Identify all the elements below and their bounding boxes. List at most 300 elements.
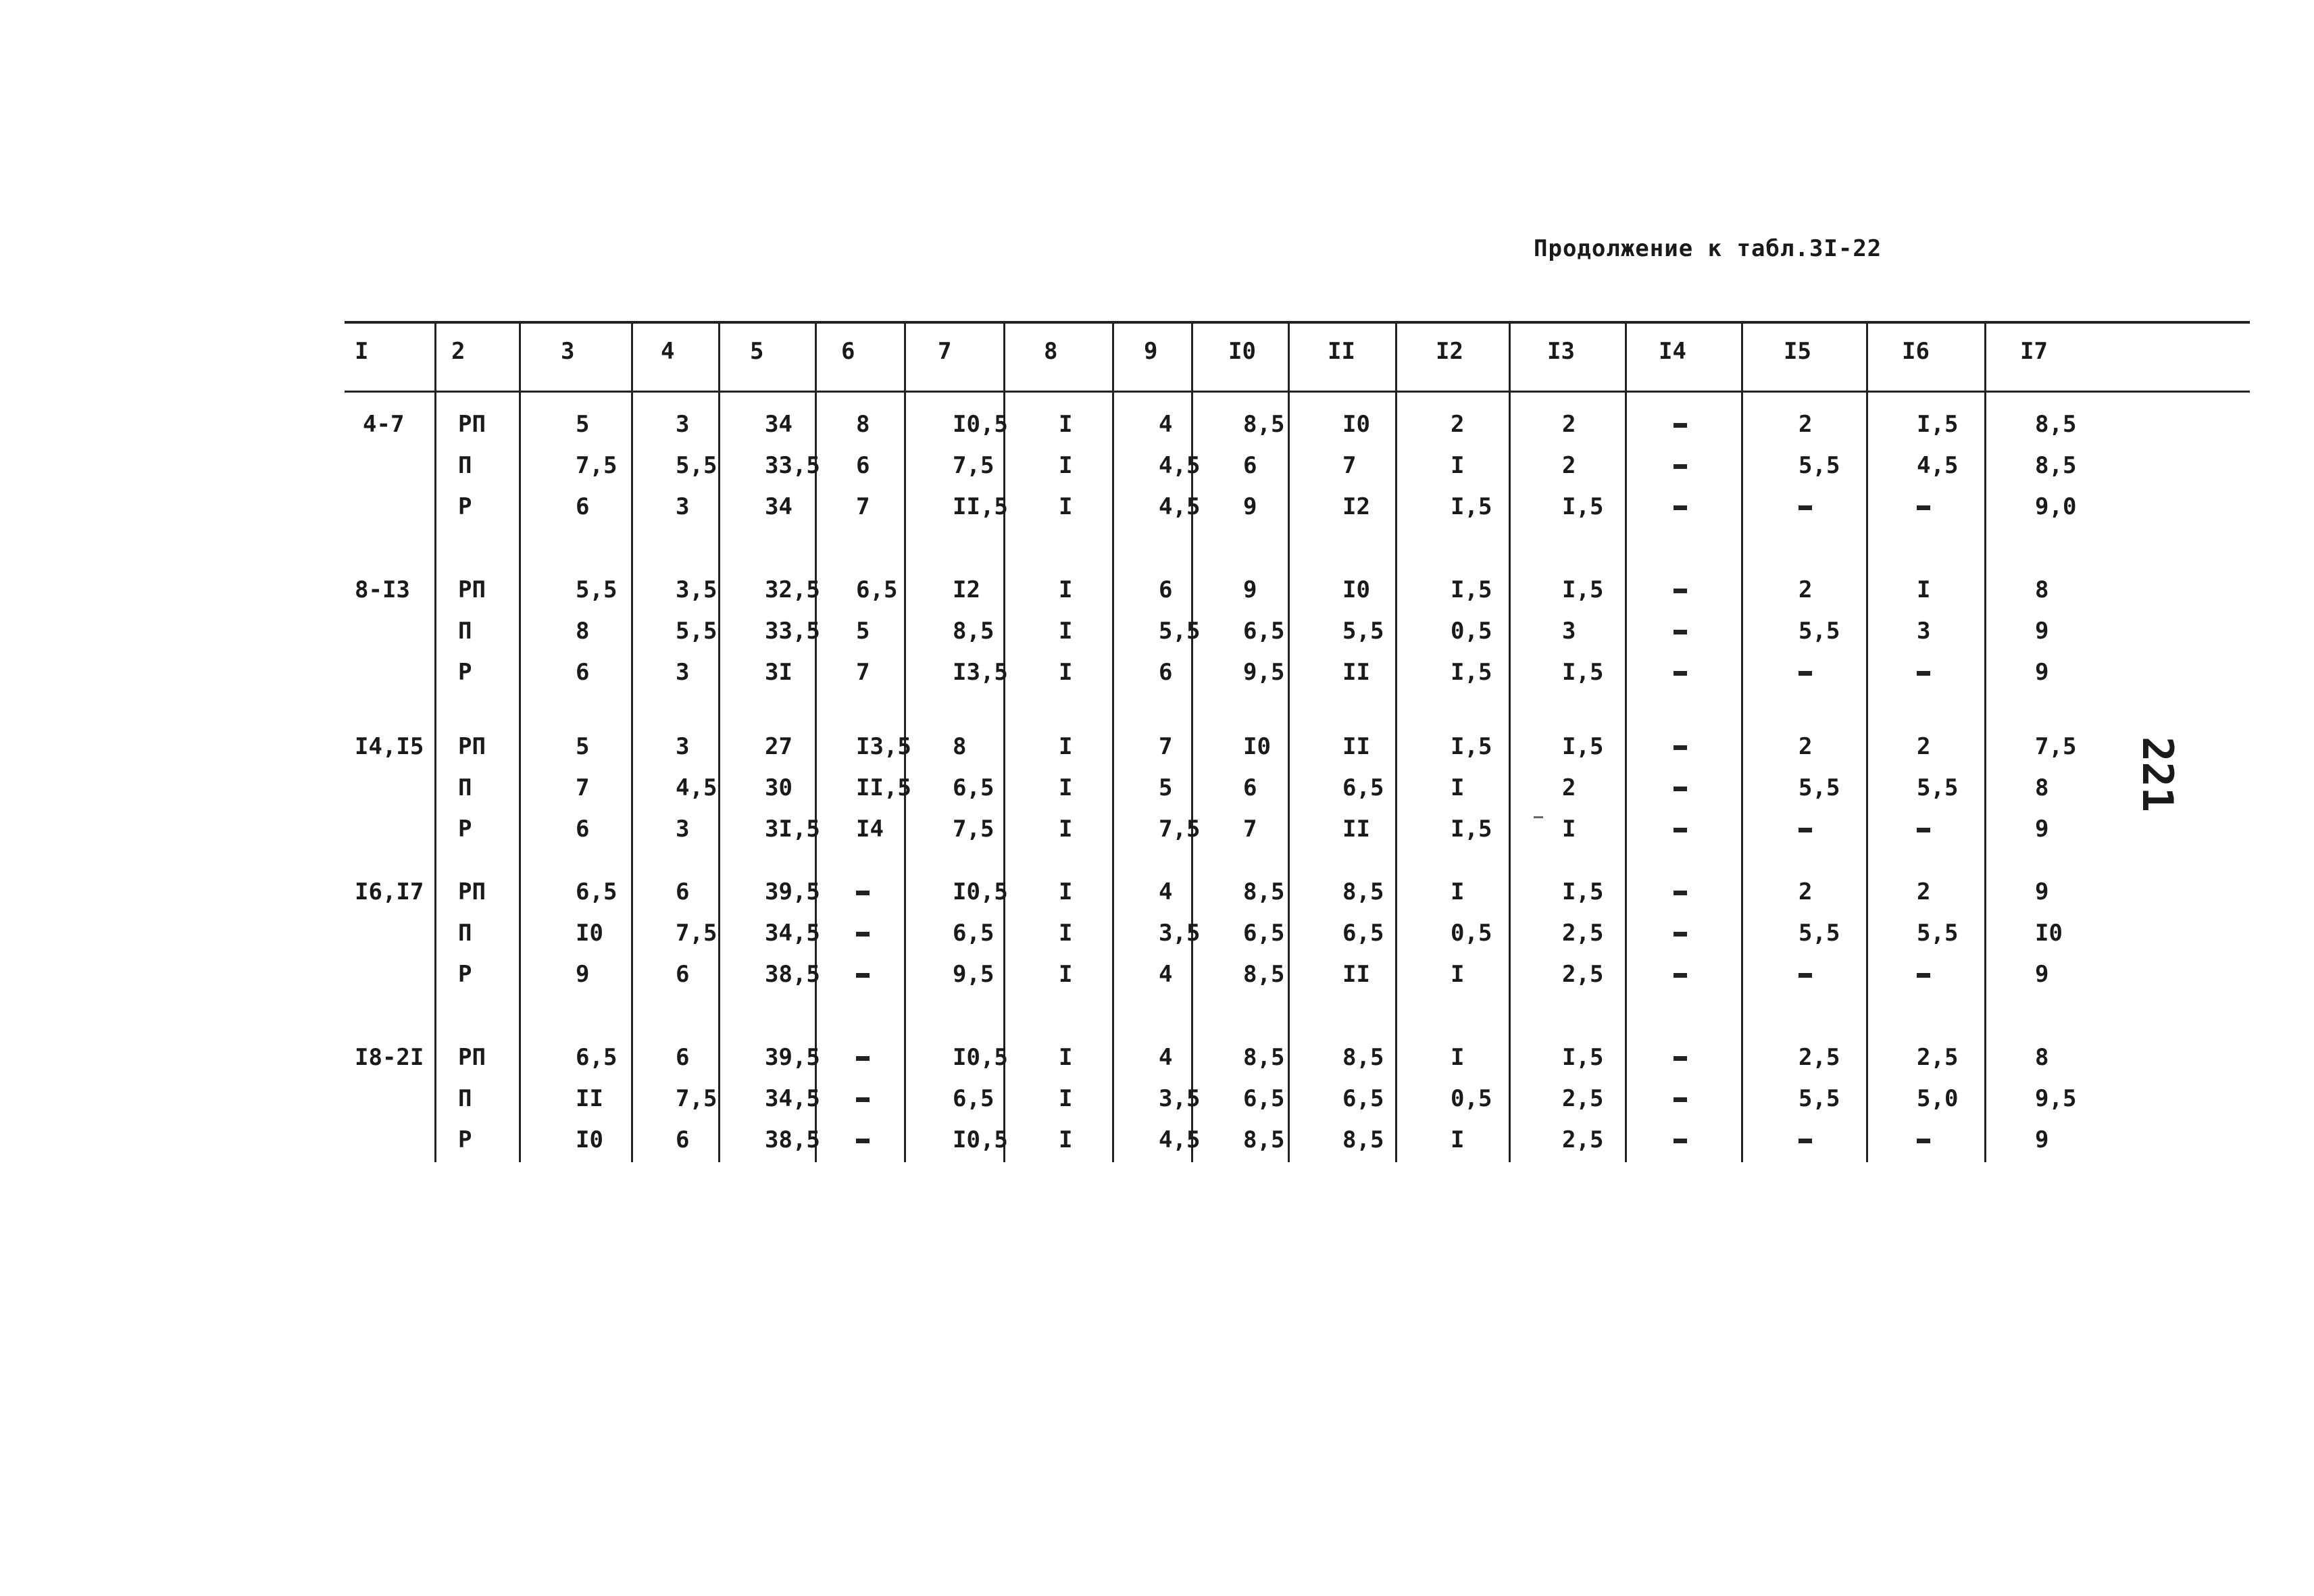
table-cell: 5 <box>576 733 590 760</box>
table-cell: 6 <box>1159 659 1173 686</box>
column-header: 2 <box>451 338 466 365</box>
table-cell: II <box>1342 961 1370 988</box>
table-cell: 6 <box>676 878 690 905</box>
row-type: П <box>458 920 472 947</box>
table-cell: 3,5 <box>676 576 718 603</box>
table-cell <box>856 1085 870 1112</box>
table-cell: I3,5 <box>856 733 911 760</box>
table-cell: 8 <box>2035 576 2049 603</box>
table-cell: 7 <box>1243 816 1257 843</box>
table-cell: 8,5 <box>1342 878 1384 905</box>
column-divider <box>1003 323 1005 1162</box>
table-cell <box>1799 493 1812 520</box>
table-cell: 4,5 <box>676 774 718 801</box>
column-divider <box>1191 323 1193 1162</box>
table-cell: I0,5 <box>953 1126 1008 1153</box>
dash-mark <box>1674 932 1687 937</box>
table-cell: 7,5 <box>676 1085 718 1112</box>
table-cell <box>1674 618 1687 645</box>
table-cell: 9 <box>2035 618 2049 645</box>
table-cell: 33,5 <box>765 618 820 645</box>
table-cell <box>856 1044 870 1071</box>
table-cell: 2 <box>1799 411 1813 438</box>
column-header: I <box>355 338 369 365</box>
table-cell: II,5 <box>856 774 911 801</box>
table-cell: 4,5 <box>1159 1126 1201 1153</box>
table-cell: 6 <box>576 816 590 843</box>
table-cell <box>1674 452 1687 479</box>
table-cell <box>1674 733 1687 760</box>
group-label: I8-2I <box>355 1044 424 1071</box>
table-cell <box>1674 878 1687 905</box>
table-cell <box>1674 961 1687 988</box>
table-cell: 39,5 <box>765 878 820 905</box>
dash-mark <box>856 1097 870 1102</box>
dash-mark <box>856 973 870 978</box>
dash-mark <box>1799 505 1812 510</box>
table-cell: 38,5 <box>765 1126 820 1153</box>
table-cell: 8 <box>2035 1044 2049 1071</box>
table-cell: I,5 <box>1562 733 1604 760</box>
row-type: П <box>458 774 472 801</box>
dash-mark <box>1917 1139 1930 1143</box>
row-type: РП <box>458 1044 486 1071</box>
table-cell: 30 <box>765 774 793 801</box>
table-cell <box>856 920 870 947</box>
table-cell: 9,5 <box>2035 1085 2077 1112</box>
column-header: 5 <box>750 338 764 365</box>
table-cell: 2 <box>1562 411 1576 438</box>
table-cell: II <box>1342 816 1370 843</box>
column-divider <box>1741 323 1743 1162</box>
row-type: РП <box>458 878 486 905</box>
column-divider <box>1866 323 1868 1162</box>
column-divider <box>1112 323 1114 1162</box>
dash-mark <box>1674 423 1687 428</box>
table-cell: 8 <box>953 733 967 760</box>
table-cell: 7,5 <box>953 816 995 843</box>
column-header: I5 <box>1784 338 1811 365</box>
column-header: 9 <box>1144 338 1158 365</box>
table-cell <box>1674 493 1687 520</box>
row-type: Р <box>458 816 472 843</box>
table-cell: I <box>1059 878 1073 905</box>
table-cell: 34,5 <box>765 920 820 947</box>
table-cell: 6 <box>576 659 590 686</box>
table-cell: 8,5 <box>1243 1126 1285 1153</box>
table-cell: I <box>1451 452 1465 479</box>
row-type: Р <box>458 493 472 520</box>
table-cell: I <box>1059 411 1073 438</box>
table-cell: 7,5 <box>1159 816 1201 843</box>
table-cell: 7,5 <box>676 920 718 947</box>
table-cell <box>1799 1126 1812 1153</box>
table-cell <box>1799 961 1812 988</box>
column-header: 6 <box>841 338 855 365</box>
group-label: I4,I5 <box>355 733 424 760</box>
dash-mark <box>1917 505 1930 510</box>
table-cell: 39,5 <box>765 1044 820 1071</box>
table-cell: 2,5 <box>1917 1044 1959 1071</box>
stray-mark <box>1534 816 1543 818</box>
table-cell <box>1674 411 1687 438</box>
table-cell: I0 <box>1243 733 1271 760</box>
table-cell: 6 <box>576 493 590 520</box>
table-cell <box>856 961 870 988</box>
table-cell: 7 <box>576 774 590 801</box>
dash-mark <box>1674 1097 1687 1102</box>
table-cell: I3,5 <box>953 659 1008 686</box>
dash-mark <box>1674 787 1687 791</box>
dash-mark <box>1799 828 1812 832</box>
table-cell: 2,5 <box>1562 920 1604 947</box>
row-type: Р <box>458 961 472 988</box>
table-cell: 3 <box>1562 618 1576 645</box>
table-cell: 5,5 <box>1917 774 1959 801</box>
column-divider <box>1984 323 1986 1162</box>
table-cell: 4,5 <box>1917 452 1959 479</box>
table-cell: 5,5 <box>576 576 618 603</box>
table-cell: 3 <box>676 493 690 520</box>
table-cell: 4 <box>1159 961 1173 988</box>
table-cell: 5,5 <box>676 618 718 645</box>
table-cell: II <box>576 1085 603 1112</box>
row-type: РП <box>458 411 486 438</box>
table-cell: I <box>1451 1126 1465 1153</box>
table-cell: 6,5 <box>1243 1085 1285 1112</box>
table-cell: 0,5 <box>1451 618 1492 645</box>
table-cell: 5,0 <box>1917 1085 1959 1112</box>
table-cell: 8,5 <box>1243 961 1285 988</box>
table-cell: I0 <box>1342 411 1370 438</box>
table-cell: I <box>1451 878 1465 905</box>
table-cell: I0 <box>1342 576 1370 603</box>
table-cell: 5,5 <box>1799 618 1840 645</box>
table-cell: 5,5 <box>1159 618 1201 645</box>
dash-mark <box>1674 973 1687 978</box>
table-cell: 3 <box>676 816 690 843</box>
table-cell: 6,5 <box>1243 920 1285 947</box>
dash-mark <box>1674 828 1687 832</box>
table-cell: 2 <box>1799 576 1813 603</box>
table-cell: I <box>1059 493 1073 520</box>
table-cell: I,5 <box>1562 493 1604 520</box>
table-cell: 6 <box>676 961 690 988</box>
table-cell: I,5 <box>1562 576 1604 603</box>
table-cell: 2,5 <box>1562 1085 1604 1112</box>
table-cell: I <box>1059 1044 1073 1071</box>
table-cell: 7,5 <box>576 452 618 479</box>
dash-mark <box>1674 671 1687 676</box>
table-top-rule <box>345 321 2250 324</box>
table-cell: 33,5 <box>765 452 820 479</box>
table-cell: 8 <box>2035 774 2049 801</box>
table-cell: 6,5 <box>953 774 995 801</box>
table-cell: I <box>1059 961 1073 988</box>
table-cell: I,5 <box>1562 1044 1604 1071</box>
table-cell: 7,5 <box>953 452 995 479</box>
dash-mark <box>1799 973 1812 978</box>
table-cell: 8,5 <box>1243 1044 1285 1071</box>
row-type: П <box>458 452 472 479</box>
table-cell: I <box>1059 920 1073 947</box>
dash-mark <box>856 1056 870 1061</box>
column-header: I2 <box>1436 338 1463 365</box>
table-cell: 6,5 <box>576 1044 618 1071</box>
table-cell <box>856 878 870 905</box>
table-cell: I <box>1059 1085 1073 1112</box>
table-cell: 5,5 <box>676 452 718 479</box>
column-divider <box>519 323 521 1162</box>
table-cell: 8,5 <box>953 618 995 645</box>
table-cell: I <box>1059 618 1073 645</box>
table-cell <box>1674 816 1687 843</box>
table-cell <box>1917 493 1930 520</box>
table-cell: 4 <box>1159 878 1173 905</box>
table-cell: I,5 <box>1451 733 1492 760</box>
column-header: 8 <box>1044 338 1058 365</box>
table-cell: I <box>1059 816 1073 843</box>
table-cell: 6,5 <box>1342 920 1384 947</box>
table-cell <box>1674 576 1687 603</box>
table-cell: 8,5 <box>2035 452 2077 479</box>
table-cell: 5 <box>576 411 590 438</box>
table-cell: 5,5 <box>1799 920 1840 947</box>
table-cell: I0,5 <box>953 411 1008 438</box>
table-cell: 9 <box>2035 816 2049 843</box>
table-cell: I0 <box>2035 920 2063 947</box>
table-cell: 6,5 <box>1243 618 1285 645</box>
table-cell: 2 <box>1562 774 1576 801</box>
table-cell <box>1917 1126 1930 1153</box>
table-cell: 34,5 <box>765 1085 820 1112</box>
column-header: I3 <box>1547 338 1575 365</box>
row-type: РП <box>458 733 486 760</box>
table-cell: 6,5 <box>856 576 898 603</box>
table-cell: I2 <box>953 576 980 603</box>
table-caption: Продолжение к табл.3I-22 <box>1534 235 1882 262</box>
table-cell <box>1674 659 1687 686</box>
row-type: РП <box>458 576 486 603</box>
dash-mark <box>1674 505 1687 510</box>
table-cell: 5,5 <box>1799 1085 1840 1112</box>
table-cell: 2 <box>1917 878 1931 905</box>
table-cell: 7,5 <box>2035 733 2077 760</box>
table-cell: 6 <box>676 1126 690 1153</box>
table-cell: 32,5 <box>765 576 820 603</box>
table-cell: 8,5 <box>2035 411 2077 438</box>
table-cell: I <box>1059 733 1073 760</box>
dash-mark <box>1799 1139 1812 1143</box>
table-cell: 9,5 <box>953 961 995 988</box>
table-cell: 3,5 <box>1159 920 1201 947</box>
table-cell: 8,5 <box>1342 1126 1384 1153</box>
column-divider <box>1395 323 1397 1162</box>
table-cell: I0 <box>576 920 603 947</box>
table-cell: 9 <box>1243 493 1257 520</box>
table-cell <box>1799 816 1812 843</box>
table-cell: 7 <box>1159 733 1173 760</box>
page-number: 221 <box>2133 737 2182 812</box>
table-cell: I <box>1451 1044 1465 1071</box>
table-cell: I <box>1451 961 1465 988</box>
table-cell: 6 <box>676 1044 690 1071</box>
table-cell: 6 <box>1243 774 1257 801</box>
table-cell: II <box>1342 733 1370 760</box>
table-cell: 3 <box>676 659 690 686</box>
table-cell: 9,0 <box>2035 493 2077 520</box>
table-cell: 8 <box>856 411 870 438</box>
table-cell: 6,5 <box>576 878 618 905</box>
table-cell: I,5 <box>1562 878 1604 905</box>
table-cell: 2,5 <box>1562 961 1604 988</box>
table-cell: 7 <box>856 493 870 520</box>
table-cell: 2 <box>1562 452 1576 479</box>
table-cell: I2 <box>1342 493 1370 520</box>
table-cell: 4,5 <box>1159 452 1201 479</box>
column-divider <box>718 323 720 1162</box>
column-header: I4 <box>1659 338 1686 365</box>
table-cell <box>1799 659 1812 686</box>
table-cell: 2,5 <box>1562 1126 1604 1153</box>
table-cell: I,5 <box>1451 659 1492 686</box>
table-cell: 8,5 <box>1342 1044 1384 1071</box>
table-cell: 9 <box>2035 961 2049 988</box>
dash-mark <box>1674 589 1687 593</box>
table-cell: 0,5 <box>1451 1085 1492 1112</box>
table-cell: 5,5 <box>1917 920 1959 947</box>
table-cell: 9 <box>2035 659 2049 686</box>
table-cell <box>1674 1044 1687 1071</box>
table-cell <box>1917 816 1930 843</box>
table-cell: 8,5 <box>1243 411 1285 438</box>
row-type: П <box>458 1085 472 1112</box>
column-divider <box>1625 323 1627 1162</box>
table-cell: II <box>1342 659 1370 686</box>
table-cell: 8 <box>576 618 590 645</box>
dash-mark <box>1674 745 1687 750</box>
table-cell: 6,5 <box>953 920 995 947</box>
column-divider <box>1288 323 1290 1162</box>
table-header-rule <box>345 391 2250 393</box>
table-cell: I4 <box>856 816 884 843</box>
table-cell: I <box>1059 1126 1073 1153</box>
table-cell: 5,5 <box>1799 774 1840 801</box>
table-cell <box>1674 920 1687 947</box>
table-cell <box>1674 1085 1687 1112</box>
column-header: I0 <box>1228 338 1256 365</box>
table-cell: 3 <box>1917 618 1931 645</box>
table-cell: I <box>1059 452 1073 479</box>
dash-mark <box>1674 464 1687 469</box>
dash-mark <box>856 891 870 895</box>
dash-mark <box>1674 630 1687 634</box>
table-cell: I0 <box>576 1126 603 1153</box>
dash-mark <box>1917 973 1930 978</box>
table-cell: 7 <box>1342 452 1357 479</box>
column-divider <box>434 323 436 1162</box>
table-cell: 3,5 <box>1159 1085 1201 1112</box>
table-cell <box>856 1126 870 1153</box>
table-cell: 2 <box>1799 733 1813 760</box>
table-cell: I,5 <box>1562 659 1604 686</box>
table-cell: 6,5 <box>1342 774 1384 801</box>
table-cell <box>1917 961 1930 988</box>
row-type: Р <box>458 1126 472 1153</box>
table-cell: I,5 <box>1451 816 1492 843</box>
table-cell: 27 <box>765 733 793 760</box>
table-cell: 3I,5 <box>765 816 820 843</box>
table-cell: 8,5 <box>1243 878 1285 905</box>
table-cell: 2 <box>1799 878 1813 905</box>
table-cell: 9 <box>576 961 590 988</box>
table-cell: 34 <box>765 411 793 438</box>
table-cell <box>1917 659 1930 686</box>
table-cell: I,5 <box>1917 411 1959 438</box>
table-cell: 38,5 <box>765 961 820 988</box>
table-cell: 9 <box>2035 1126 2049 1153</box>
table-cell: 3I <box>765 659 793 686</box>
column-header: II <box>1328 338 1355 365</box>
table-cell: 2 <box>1917 733 1931 760</box>
dash-mark <box>856 1139 870 1143</box>
column-header: I7 <box>2020 338 2048 365</box>
group-label: 8-I3 <box>355 576 410 603</box>
table-cell: 3 <box>676 411 690 438</box>
column-divider <box>815 323 817 1162</box>
dash-mark <box>1917 671 1930 676</box>
table-cell: II,5 <box>953 493 1008 520</box>
table-cell: 5 <box>1159 774 1173 801</box>
row-type: Р <box>458 659 472 686</box>
table-cell: 6 <box>1243 452 1257 479</box>
table-cell: 5,5 <box>1799 452 1840 479</box>
dash-mark <box>1674 891 1687 895</box>
table-cell: 34 <box>765 493 793 520</box>
table-cell: 5 <box>856 618 870 645</box>
column-header: I6 <box>1902 338 1930 365</box>
table-cell: I <box>1059 659 1073 686</box>
table-cell: 6,5 <box>953 1085 995 1112</box>
column-header: 4 <box>661 338 675 365</box>
table-cell: 2,5 <box>1799 1044 1840 1071</box>
table-cell: I <box>1059 576 1073 603</box>
table-cell: 4,5 <box>1159 493 1201 520</box>
dash-mark <box>1917 828 1930 832</box>
row-type: П <box>458 618 472 645</box>
table-cell: 6 <box>1159 576 1173 603</box>
table-cell: I <box>1059 774 1073 801</box>
table-cell: I,5 <box>1451 576 1492 603</box>
column-header: 3 <box>561 338 575 365</box>
table-cell: 6,5 <box>1342 1085 1384 1112</box>
table-cell: I,5 <box>1451 493 1492 520</box>
table-cell: I <box>1917 576 1931 603</box>
table-cell: 5,5 <box>1342 618 1384 645</box>
table-cell: 4 <box>1159 1044 1173 1071</box>
table-cell <box>1674 774 1687 801</box>
table-cell: 0,5 <box>1451 920 1492 947</box>
table-cell: 9 <box>2035 878 2049 905</box>
table-cell: I <box>1451 774 1465 801</box>
table-cell: 3 <box>676 733 690 760</box>
table-cell: 9 <box>1243 576 1257 603</box>
table-cell: 4 <box>1159 411 1173 438</box>
table-cell: I <box>1562 816 1576 843</box>
group-label: 4-7 <box>363 411 405 438</box>
dash-mark <box>856 932 870 937</box>
table-cell: 6 <box>856 452 870 479</box>
